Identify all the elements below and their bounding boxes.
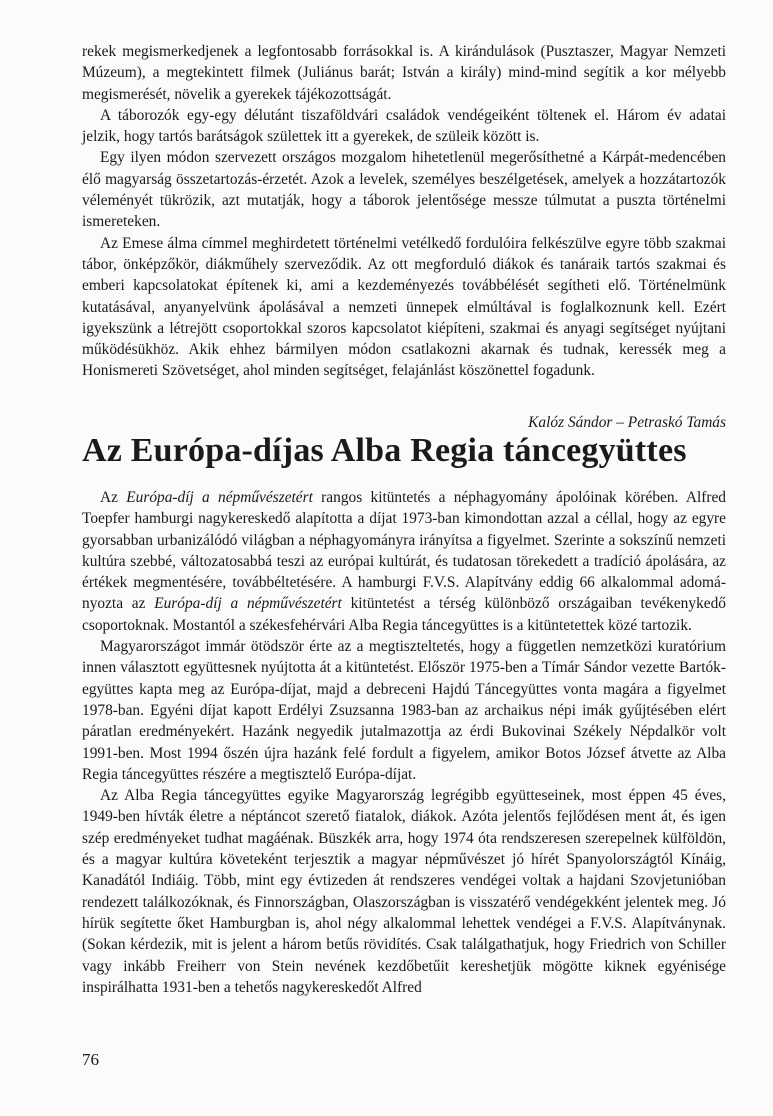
intro-paragraph-4: Az Emese álma címmel meghirdetett történelmi vetélkedő fordulóira felkészülve egyre több szakmai tábor, önképzőkör, diákműhely szerveződik. Az ott megforduló diákok és tanáraik tartós szakmai és emberi kapcsolatokat építenek ki, ami a kezdeményezés továbbélését segítheti elő. Történelmünk kutatásával, anyanyelvünk ápolásával a nemzeti ünnepek elmúltával is foglalkoznunk kell. Ezért igyekszünk a létrejött csoportokkal szoros kapcsolatot kiépíteni, szakmai és anyagi segítséget nyújtani működésükhöz. Akik ehhez bármilyen módon csatlakozni akarnak és tudnak, keressék meg a Honismereti Szövetséget, ahol minden segítséget, felajánlást köszönettel fogadunk. xyxy=(82,234,726,380)
p1-text-a: Az xyxy=(100,489,127,506)
article-paragraph-2: Magyarországot immár ötödször érte az a megtiszteltetés, hogy a független nemzetközi kuratórium innen választott együttesnek nyújtotta át a kitüntetést. Először 1975-ben a Tímár Sándor vezette Bartók-együttes kapta meg az Európa-díjat, majd a debreceni Hajdú Táncegyüttes vonta magára a figyelmet 1978-ban. Egyéni díjat kapott Erdélyi Zsuzsanna 1983-ban az archaikus népi imák gyűjtésében elért páratlan eredményekért. Hazánk negyedik jutalmazottja az érdi Bukovinai Székely Népdalkör volt 1991-ben. Most 1994 őszén újra hazánk felé fordult a figyelem, amikor Botos József átvette az Alba Regia táncegyüttes részére a megtisztelő Európa-díjat. xyxy=(82,638,726,783)
award-name-italic-1: Európa-díj a népművészetért xyxy=(126,489,313,506)
article-title: Az Európa-díjas Alba Regia táncegyüttes xyxy=(82,432,687,469)
intro-text-block xyxy=(82,41,726,382)
p1-text-b: rangos kitüntetés a néphagyomány ápolóinak körében. Alfred Toepfer hamburgi nagykereskedő alapította a díjat 1973-ban kimondottan azzal a céllal, hogy az egyre gyorsabban urbanizálódó világban a néphagyományra irányítsa a figyelmet. Szerinte a sokszínű nemzeti kultúra szebbé, változatosabbá teszi az európai kultúrát, és tudatosan törekedett a tradíció ápolására, az értékek megmentésére, továbbéltetésére. A hamburgi F.V.S. Alapítvány eddig 66 alkalommal adományozta az xyxy=(82,489,727,613)
intro-paragraph-3: Egy ilyen módon szervezett országos mozgalom hihetetlenül megerősíthetné a Kárpát-medencében élő magyarság összetartozás-érzetét. Azok a levelek, személyes beszélgetések, amelyek a hozzátartozók véleményét tükrözik, azt mutatják, hogy a táborok jelentősége messze túlmutat a puszta történelmi ismereteken. xyxy=(82,149,726,231)
article-paragraph-1 xyxy=(82,487,726,636)
article-text-block xyxy=(82,487,726,998)
award-name-italic-2: Európa-díj a népművészetért xyxy=(154,595,342,613)
intro-paragraph-1: rekek megismerkedjenek a legfontosabb forrásokkal is. A kirándulások (Pusztaszer, Magyar Nemzeti Múzeum), a megtekintett filmek (Juliánus barát; István a király) mind-mind segítik a kor mélyebb megismerését, növelik a gyerekek tájékozottságát. xyxy=(82,43,726,103)
p1-text-c: kitüntetést a térség különböző országaiban tevékenykedő csoportoknak. Mostantól a székesfehérvári Alba Regia táncegyüttes is a kitüntetettek közé tartozik. xyxy=(82,595,726,634)
article-paragraph-3: Az Alba Regia táncegyüttes egyike Magyarország legrégibb együtteseinek, most éppen 45 éves, 1949-ben hívták életre a néptáncot szerető fiatalok, diákok. Azóta jelentős fejlődésen ment át, és igen szép eredményeket tudhat magáénak. Büszkék arra, hogy 1974 óta rendszeresen szerepelnek külföldön, és a magyar kultúra követeként terjesztik a magyar népművészet jó hírét Spanyolországtól Kínáig, Kanadától Indiáig. Több, mint egy évtizeden át rendszeres vendégei voltak a hajdani Szovjetunióban rendezett találkozóknak, és Finnországban, Olaszországban is visszatérő vendégekként jelentek meg. Jó hírük segítette őket Hamburgban is, ahol négy alkalommal lehettek vendégei a F.V.S. Alapítványnak. (Sokan kérdezik, mit is jelent a három betűs rövidítés. Csak találgathatjuk, hogy Friedrich von Schiller vagy inkább Freiherr von Stein nevének kezdőbetűit kereshetjük mögötte kiknek egyénisége inspirálhatta 1931-ben a tehetős nagykereskedőt Alfred xyxy=(82,787,726,996)
page-number: 76 xyxy=(82,1050,99,1069)
author-signature: Kalóz Sándor – Petraskó Tamás xyxy=(528,414,726,431)
intro-paragraph-2: A táborozók egy-egy délutánt tiszaföldvári családok vendégeiként töltenek el. Három év adatai jelzik, hogy tartós barátságok születtek itt a gyerekek, de szüleik között is. xyxy=(82,106,726,146)
